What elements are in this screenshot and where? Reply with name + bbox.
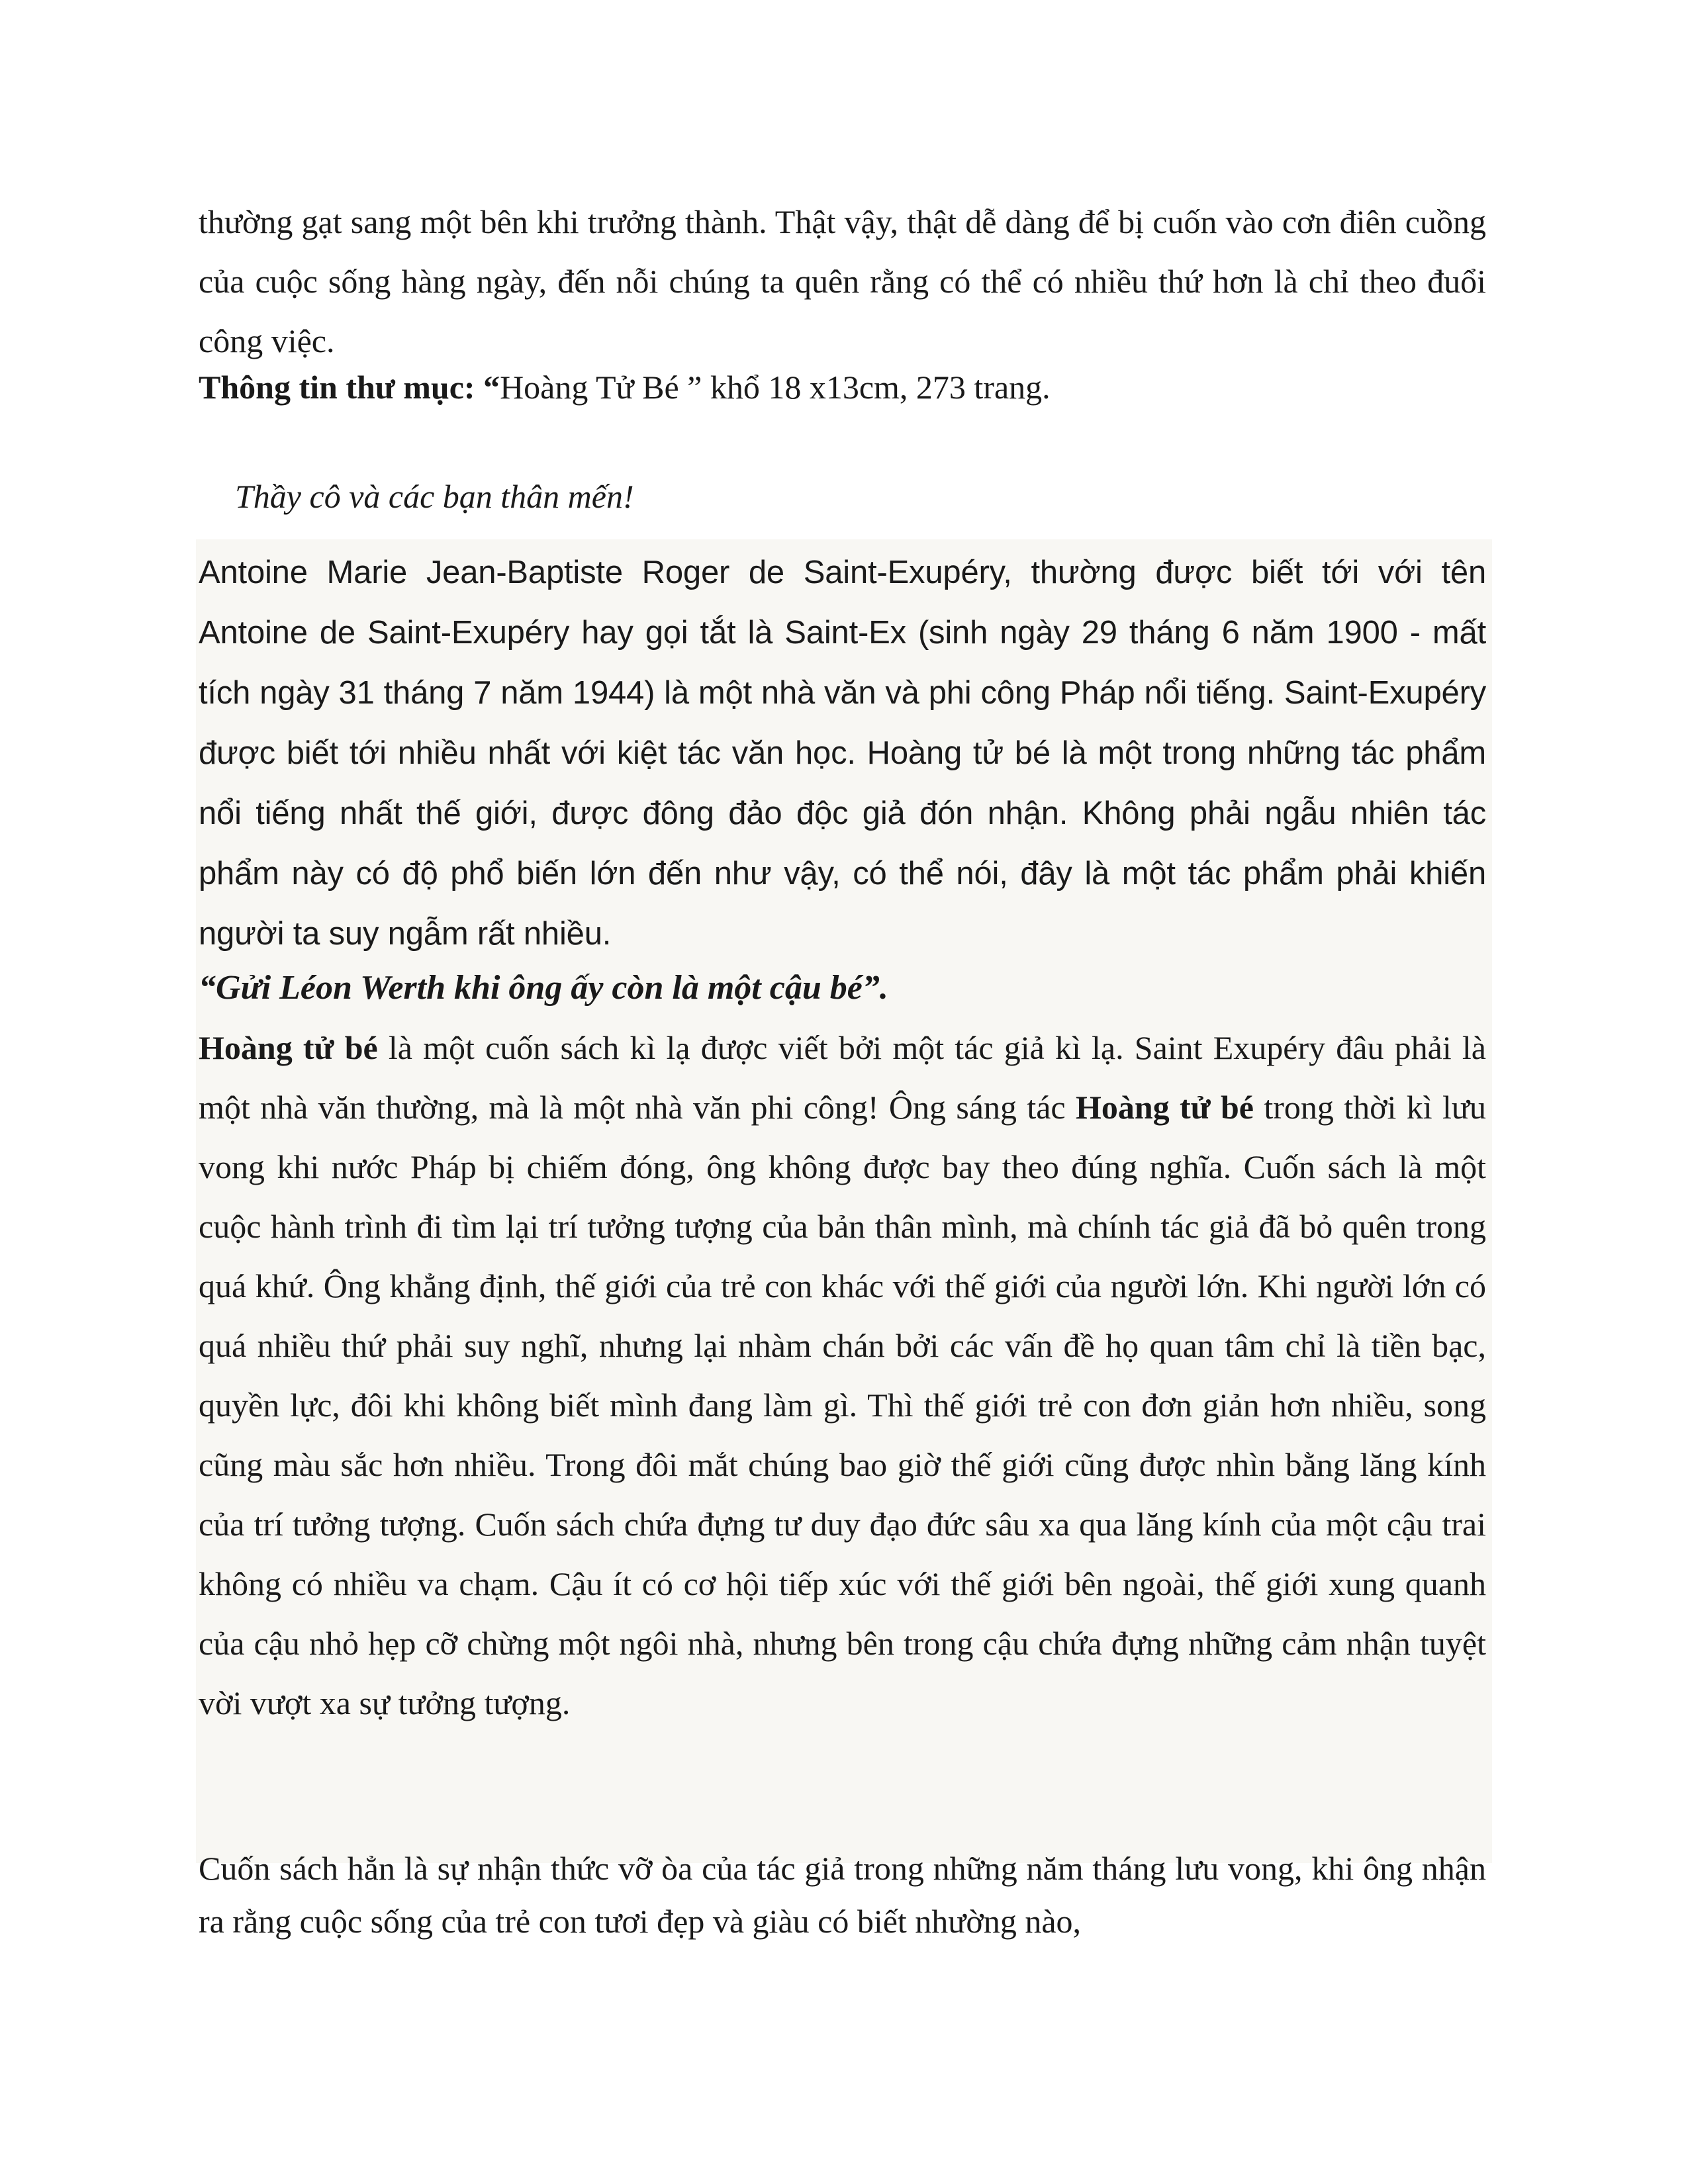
intro-paragraph: thường gạt sang một bên khi trưởng thành. Thật vậy, thật dễ dàng để bị cuốn vào cơn điên cuồng của cuộc sống hàng ngày, đến nỗi chúng ta quên rằng có thể có nhiều thứ hơn là chỉ theo đuổi công việc. — [199, 203, 1486, 359]
closing-paragraph-wrapper — [199, 1842, 1486, 1948]
bibliography-value: Hoàng Tử Bé ” khổ 18 x13cm, 273 trang. — [500, 369, 1051, 406]
closing-paragraph: Cuốn sách hẳn là sự nhận thức vỡ òa của tác giả trong những năm tháng lưu vong, khi ông nhận ra rằng cuộc sống của trẻ con tươi đẹp và giàu có biết nhường nào, — [199, 1850, 1486, 1940]
book-title-bold: Hoàng tử bé — [1075, 1089, 1254, 1126]
bibliography-line — [199, 361, 1486, 414]
dedication: “Gửi Léon Werth khi ông ấy còn là một cậu bé”. — [199, 969, 888, 1007]
book-title-bold: Hoàng tử bé — [199, 1029, 378, 1066]
book-text: trong thời kì lưu vong khi nước Pháp bị chiếm đóng, ông không được bay theo đúng nghĩa. Cuốn sách là một cuộc hành trình đi tìm lại trí tưởng tượng của bản thân mình, mà chính tác giả đã bỏ quên trong quá khứ. Ông khẳng định, thế giới của trẻ con khác với thế giới của người lớn. Khi người lớn có quá nhiều thứ phải suy nghĩ, nhưng lại nhàm chán bởi các vấn đề họ quan tâm chỉ là tiền bạc, quyền lực, đôi khi không biết mình đang làm gì. Thì thế giới trẻ con đơn giản hơn nhiều, song cũng màu sắc hơn nhiều. Trong đôi mắt chúng bao giờ thế giới cũng được nhìn bằng lăng kính của trí tưởng tượng. Cuốn sách chứa đựng tư duy đạo đức sâu xa qua lăng kính của một cậu trai không có nhiều va chạm. Cậu ít có cơ hội tiếp xúc với thế giới bên ngoài, thế giới xung quanh của cậu nhỏ hẹp cỡ chừng một ngôi nhà, nhưng bên trong cậu chứa đựng những cảm nhận tuyệt vời vượt xa sự tưởng tượng. — [199, 1089, 1486, 1721]
book-text: là một cuốn sách kì lạ được viết bởi một tác giả kì lạ. Saint Exupéry đâu phải là một nhà văn thường, mà là một nhà văn phi công! Ông sáng tác — [199, 1029, 1486, 1126]
bibliography-label: Thông tin thư mục: “ — [199, 369, 500, 406]
author-paragraph: Antoine Marie Jean-Baptiste Roger de Saint-Exupéry, thường được biết tới với tên Antoine de Saint-Exupéry hay gọi tắt là Saint-Ex (sinh ngày 29 tháng 6 năm 1900 - mất tích ngày 31 tháng 7 năm 1944) là một nhà văn và phi công Pháp nổi tiếng. Saint-Exupéry được biết tới nhiều nhất với kiệt tác văn học. Hoàng tử bé là một trong những tác phẩm nổi tiếng nhất thế giới, được đông đảo độc giả đón nhận. Không phải ngẫu nhiên tác phẩm này có độ phổ biến lớn đến như vậy, có thể nói, đây là một tác phẩm phải khiến người ta suy ngẫm rất nhiều. — [199, 555, 1486, 952]
greeting: Thầy cô và các bạn thân mến! — [235, 478, 634, 515]
book-paragraph — [199, 1018, 1486, 1733]
